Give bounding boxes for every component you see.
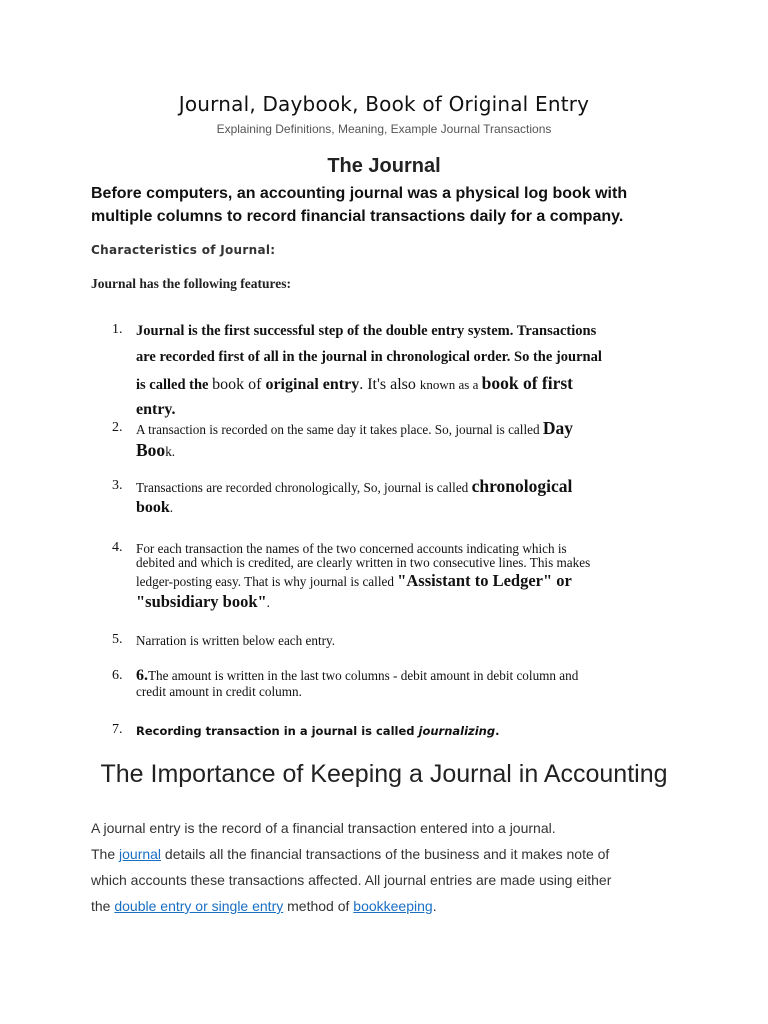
list-number: 6. xyxy=(112,668,123,683)
list-item-text: Transactions are recorded chronologically, So, journal is called chronological book. xyxy=(136,476,573,516)
intro-paragraph: Before computers, an accounting journal was a physical log book with multiple columns to record financial transactions daily for a company. xyxy=(91,185,628,225)
importance-paragraph: A journal entry is the record of a financial transaction entered into a journal. The journal details all the financial transactions of the business and it makes note of which accounts these transactions affected. All journal entries are made using either the double entry or single entry method of bookkeeping. xyxy=(91,820,612,914)
importance-heading: The Importance of Keeping a Journal in Accounting xyxy=(100,760,668,788)
features-label: Journal has the following features: xyxy=(91,276,292,291)
list-number: 1. xyxy=(112,322,123,337)
list-number: 7. xyxy=(112,722,123,737)
list-item-text: A transaction is recorded on the same day it takes place. So, journal is called Day Book. xyxy=(136,418,573,460)
section-heading: The Journal xyxy=(327,155,441,177)
list-number: 5. xyxy=(112,632,123,647)
page-title: Journal, Daybook, Book of Original Entry xyxy=(178,92,590,116)
double-entry-link[interactable]: double entry or single entry xyxy=(114,898,284,914)
characteristics-heading: Characteristics of Journal: xyxy=(91,243,276,257)
list-number: 4. xyxy=(112,540,123,555)
list-number: 3. xyxy=(112,478,123,493)
list-item-text: 6.The amount is written in the last two columns - debit amount in debit column and credit amount in credit column. xyxy=(136,667,579,699)
list-item-text: For each transaction the names of the two concerned accounts indicating which is debited and which is credited, are clearly written in two consecutive lines. This makes ledger-posting easy. That is why journal is called "Assistant to Ledger" or "subsidiary book". xyxy=(136,541,591,611)
list-item-text: Narration is written below each entry. xyxy=(136,633,336,648)
journal-link[interactable]: journal xyxy=(119,846,162,862)
list-number: 2. xyxy=(112,420,123,435)
bookkeeping-link[interactable]: bookkeeping xyxy=(353,898,433,914)
list-item-text: Journal is the first successful step of the double entry system. Transactions are recorded first of all in the journal in chronological order. So the journal is called the book of original entry. It's also known as a book of first entry. xyxy=(136,323,602,418)
list-item-text: Recording transaction in a journal is called journalizing. xyxy=(136,724,500,738)
page-subtitle: Explaining Definitions, Meaning, Example Journal Transactions xyxy=(216,122,552,136)
